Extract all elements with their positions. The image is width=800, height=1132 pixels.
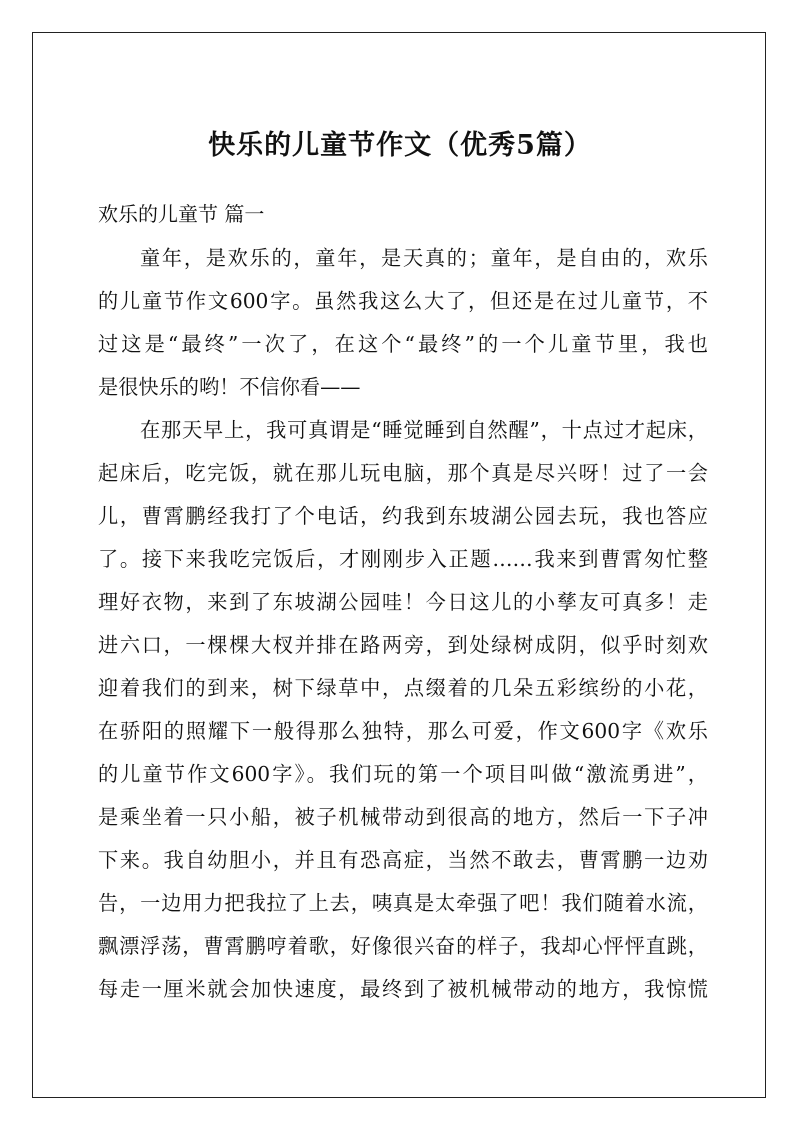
paragraph-2-line-11: 下来。我自幼胆小，并且有恐高症，当然不敢去，曹霄鹏一边劝 — [98, 848, 708, 872]
paragraph-2-line-2: 起床后，吃完饭，就在那儿玩电脑，那个真是尽兴呀！过了一会 — [98, 461, 708, 485]
paragraph-2-line-3: 儿，曹霄鹏经我打了个电话，约我到东坡湖公园去玩，我也答应 — [98, 504, 708, 528]
paragraph-1-line-2: 的儿童节作文600字。虽然我这么大了，但还是在过儿童节，不 — [98, 289, 708, 313]
paragraph-2-line-5: 理好衣物，来到了东坡湖公园哇！今日这儿的小孳友可真多！走 — [98, 590, 708, 614]
paragraph-1-line-4: 是很快乐的哟！不信你看—— — [98, 375, 361, 399]
section-heading: 欢乐的儿童节 篇一 — [98, 202, 265, 226]
paragraph-2-line-9: 的儿童节作文600字》。我们玩的第一个项目叫做“激流勇进”， — [98, 762, 708, 786]
paragraph-2-line-14: 每走一厘米就会加快速度，最终到了被机械带动的地方，我惊慌 — [98, 977, 708, 1001]
paragraph-2-line-12: 告，一边用力把我拉了上去，咦真是太牵强了吧！我们随着水流， — [98, 891, 708, 915]
paragraph-2-line-13: 飘漂浮荡，曹霄鹏哼着歌，好像很兴奋的样子，我却心怦怦直跳， — [98, 934, 708, 958]
document-title: 快乐的儿童节作文（优秀5篇） — [208, 130, 592, 161]
paragraph-2-line-4: 了。接下来我吃完饭后，才刚刚步入正题……我来到曹霄匆忙整 — [98, 547, 708, 571]
paragraph-1-line-1: 童年，是欢乐的，童年，是天真的；童年，是自由的，欢乐 — [140, 246, 708, 270]
paragraph-2-line-1: 在那天早上，我可真谓是“睡觉睡到自然醒”，十点过才起床， — [140, 418, 708, 442]
paragraph-2-line-8: 在骄阳的照耀下一般得那么独特，那么可爱，作文600字《欢乐 — [98, 719, 708, 743]
paragraph-1-line-3: 过这是“最终”一次了，在这个“最终”的一个儿童节里，我也 — [98, 332, 708, 356]
paragraph-2-line-6: 进六口，一棵棵大杈并排在路两旁，到处绿树成阴，似乎时刻欢 — [98, 633, 708, 657]
body-text — [98, 241, 708, 1015]
paragraph-2-line-7: 迎着我们的到来，树下绿草中，点缀着的几朵五彩缤纷的小花， — [98, 676, 708, 700]
paragraph-2-line-10: 是乘坐着一只小船，被子机械带动到很高的地方，然后一下子冲 — [98, 805, 708, 829]
